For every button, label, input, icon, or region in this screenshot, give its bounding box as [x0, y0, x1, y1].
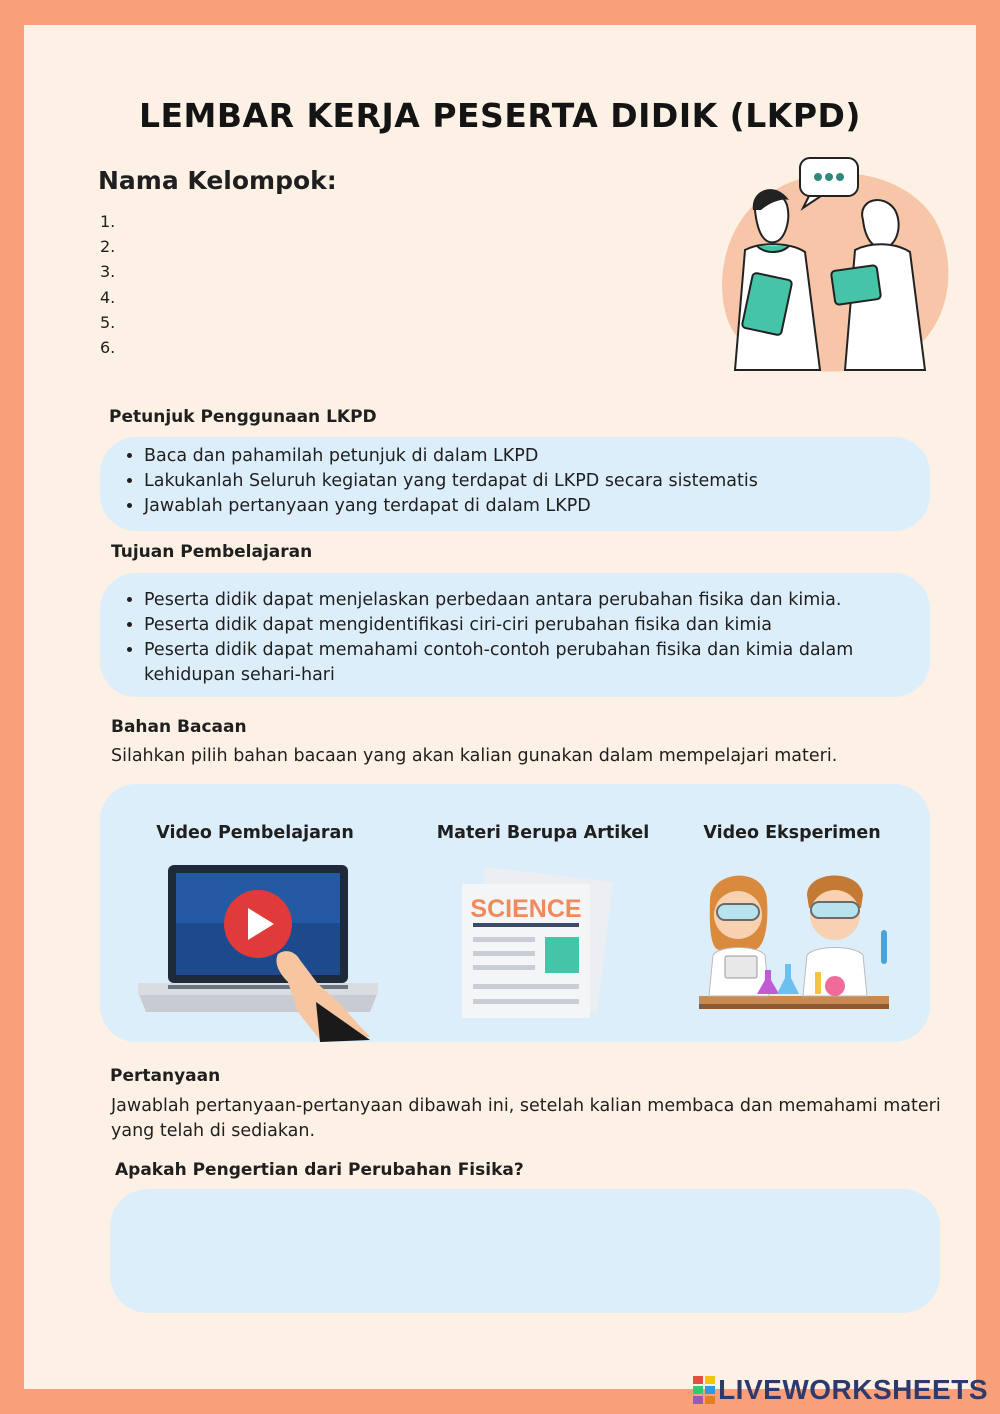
liveworksheets-logo-icon [693, 1376, 715, 1404]
science-article-icon[interactable] [455, 862, 625, 1022]
list-item: 1. [100, 212, 116, 231]
questions-heading: Pertanyaan [110, 1066, 221, 1086]
question-1-label: Apakah Pengertian dari Perubahan Fisika? [115, 1160, 524, 1180]
laptop-play-icon[interactable] [138, 862, 378, 1042]
card-label-video-pembelajaran[interactable]: Video Pembelajaran [156, 823, 354, 843]
kids-experiment-icon[interactable] [695, 860, 895, 1012]
list-item: • Baca dan pahamilah petunjuk di dalam LKPD [144, 444, 930, 469]
list-item: 2. [100, 237, 116, 257]
list-item: • Peserta didik dapat menjelaskan perbedaan antara perubahan fisika dan kimia. [144, 588, 916, 613]
objectives-box [100, 573, 930, 697]
liveworksheets-brand: LIVEWORKSHEETS [718, 1374, 988, 1405]
instructions-list [100, 437, 930, 519]
group-name-label: Nama Kelompok: [98, 166, 337, 195]
card-label-video-eksperimen[interactable]: Video Eksperimen [703, 823, 881, 843]
objectives-heading: Tujuan Pembelajaran [111, 542, 313, 562]
objectives-list [100, 573, 930, 688]
reading-heading: Bahan Bacaan [111, 717, 247, 737]
list-item: • Lakukanlah Seluruh kegiatan yang terdapat di LKPD secara sistematis [144, 469, 930, 494]
answer-1-field[interactable] [110, 1189, 940, 1313]
list-item: • Jawablah pertanyaan yang terdapat di dalam LKPD [144, 494, 930, 519]
list-item: • Peserta didik dapat memahami contoh-contoh perubahan fisika dan kimia dalam kehidupan sehari-hari [144, 638, 916, 688]
liveworksheets-logo [693, 1374, 988, 1406]
instructions-box [100, 437, 930, 531]
students-discussion-icon [705, 150, 955, 375]
reading-instruction: Silahkan pilih bahan bacaan yang akan kalian gunakan dalam mempelajari materi. [111, 746, 838, 766]
list-item: 3. [100, 262, 116, 282]
questions-instruction: Jawablah pertanyaan-pertanyaan dibawah ini, setelah kalian membaca dan memahami materi yang telah di sediakan. [111, 1096, 941, 1141]
science-badge: SCIENCE [470, 895, 582, 923]
list-item: 6. [100, 338, 116, 358]
instructions-heading: Petunjuk Penggunaan LKPD [109, 407, 377, 427]
page-title: LEMBAR KERJA PESERTA DIDIK (LKPD) [138, 96, 862, 135]
list-item: • Peserta didik dapat mengidentifikasi ciri-ciri perubahan fisika dan kimia [144, 613, 916, 638]
card-label-materi-artikel[interactable]: Materi Berupa Artikel [436, 823, 650, 843]
list-item: 5. [100, 312, 116, 332]
group-member-list [100, 209, 115, 360]
list-item: 4. [100, 287, 116, 307]
